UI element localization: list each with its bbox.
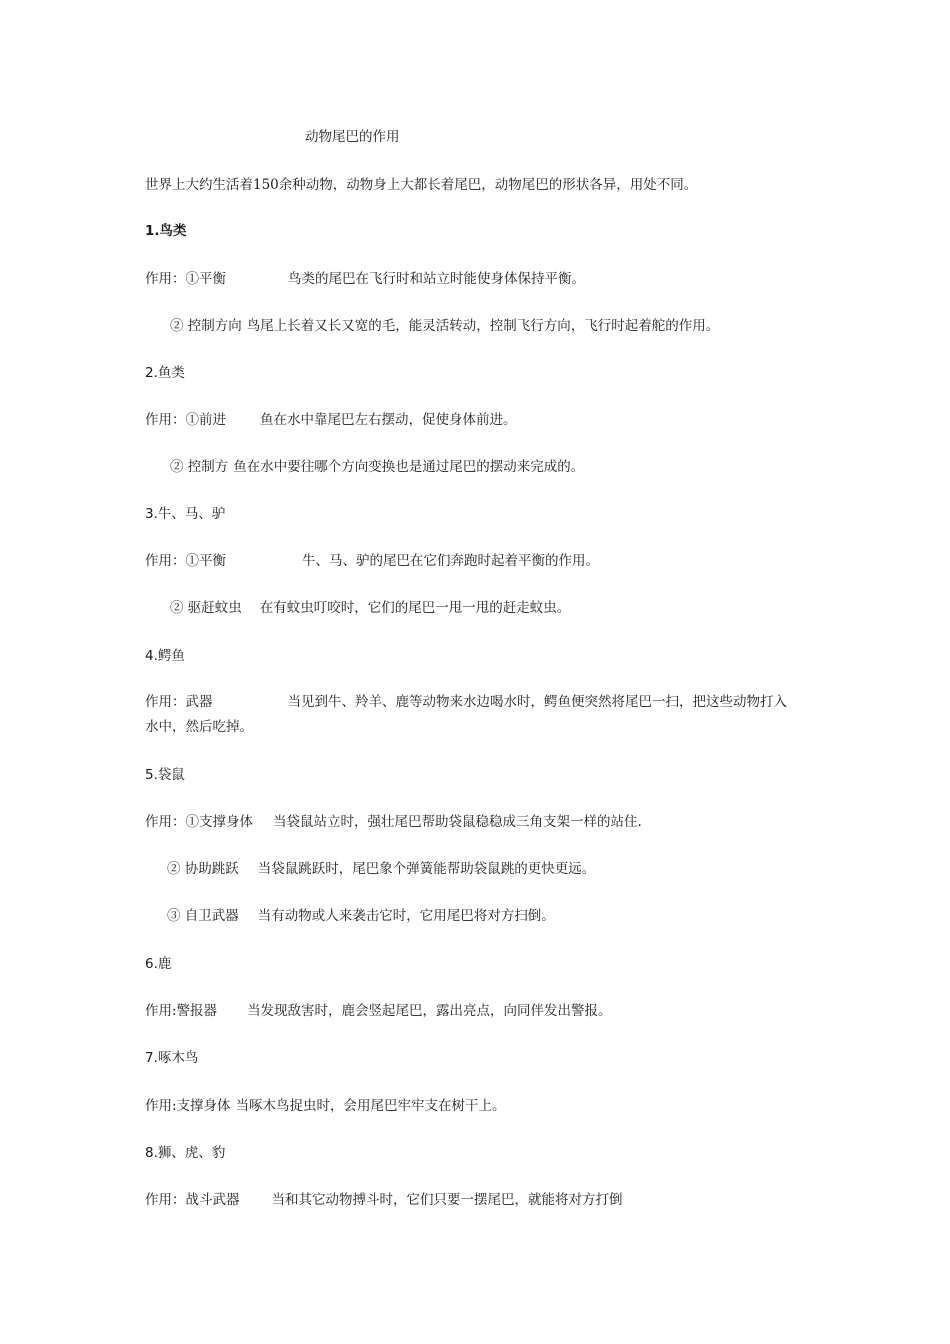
section-heading: 7.啄木鸟	[145, 1050, 199, 1066]
function-label: ② 驱赶蚊虫	[170, 600, 242, 616]
function-label: 作用：①平衡	[145, 271, 226, 287]
function-desc: 当见到牛、羚羊、鹿等动物来水边喝水时，鳄鱼便突然将尾巴一扫，把这些动物打入	[287, 694, 787, 710]
function-desc: 当袋鼠站立时，强壮尾巴帮助袋鼠稳稳成三角支架一样的站住.	[273, 814, 642, 830]
function-desc-continued: 水中，然后吃掉。	[145, 719, 253, 735]
function-desc: 牛、马、驴的尾巴在它们奔跑时起着平衡的作用。	[302, 553, 599, 569]
function-label: ② 控制方	[170, 459, 229, 475]
function-desc: 当袋鼠跳跃时，尾巴象个弹簧能帮助袋鼠跳的更快更远。	[257, 861, 596, 877]
function-label: 作用：武器	[145, 694, 213, 710]
function-row	[170, 457, 584, 477]
function-desc: 当和其它动物搏斗时，它们只要一摆尾巴，就能将对方打倒	[271, 1192, 623, 1208]
function-label: 作用：①前进	[145, 412, 226, 428]
function-row	[145, 269, 585, 289]
function-label: ② 控制方向	[170, 318, 242, 334]
document-title: 动物尾巴的作用	[305, 129, 400, 145]
function-row	[167, 906, 555, 926]
function-label: 作用:支撑身体	[145, 1098, 231, 1114]
function-row	[145, 1001, 612, 1021]
section-heading: 6.鹿	[145, 956, 172, 972]
function-desc: 在有蚊虫叮咬时，它们的尾巴一甩一甩的赶走蚊虫。	[259, 600, 571, 616]
section-heading: 8.狮、虎、豹	[145, 1145, 226, 1161]
section-heading: 5.袋鼠	[145, 767, 185, 783]
function-desc: 鱼在水中要往哪个方向变换也是通过尾巴的摆动来完成的。	[233, 459, 585, 475]
function-label: ③ 自卫武器	[167, 908, 239, 924]
function-label: 作用:警报器	[145, 1003, 218, 1019]
function-row	[145, 551, 599, 571]
section-heading: 4.鳄鱼	[145, 648, 185, 664]
section-heading: 1.鸟类	[145, 223, 187, 239]
function-row	[145, 1096, 506, 1116]
function-row	[145, 692, 787, 712]
function-desc: 鱼在水中靠尾巴左右摆动，促使身体前进。	[260, 412, 517, 428]
function-label: 作用：①平衡	[145, 553, 226, 569]
function-desc: 当有动物或人来袭击它时，它用尾巴将对方扫倒。	[257, 908, 555, 924]
function-row	[145, 1190, 623, 1210]
function-label: ② 协助跳跃	[167, 861, 239, 877]
function-desc: 当啄木鸟捉虫时，会用尾巴牢牢支在树干上。	[235, 1098, 506, 1114]
function-row	[145, 410, 517, 430]
function-desc: 鸟尾上长着又长又宽的毛，能灵活转动，控制飞行方向，飞行时起着舵的作用。	[246, 318, 720, 334]
function-row	[167, 859, 595, 879]
section-heading: 2.鱼类	[145, 365, 185, 381]
function-row	[170, 316, 719, 336]
intro-paragraph: 世界上大约生活着150余种动物，动物身上大都长着尾巴，动物尾巴的形状各异，用处不同。	[145, 177, 698, 193]
function-label: 作用：①支撑身体	[145, 814, 253, 830]
function-label: 作用：战斗武器	[145, 1192, 240, 1208]
section-heading: 3.牛、马、驴	[145, 506, 226, 522]
function-row	[145, 812, 642, 832]
function-desc: 当发现敌害时，鹿会竖起尾巴，露出亮点，向同伴发出警报。	[247, 1003, 612, 1019]
function-desc: 鸟类的尾巴在飞行时和站立时能使身体保持平衡。	[288, 271, 585, 287]
function-row	[170, 598, 570, 618]
